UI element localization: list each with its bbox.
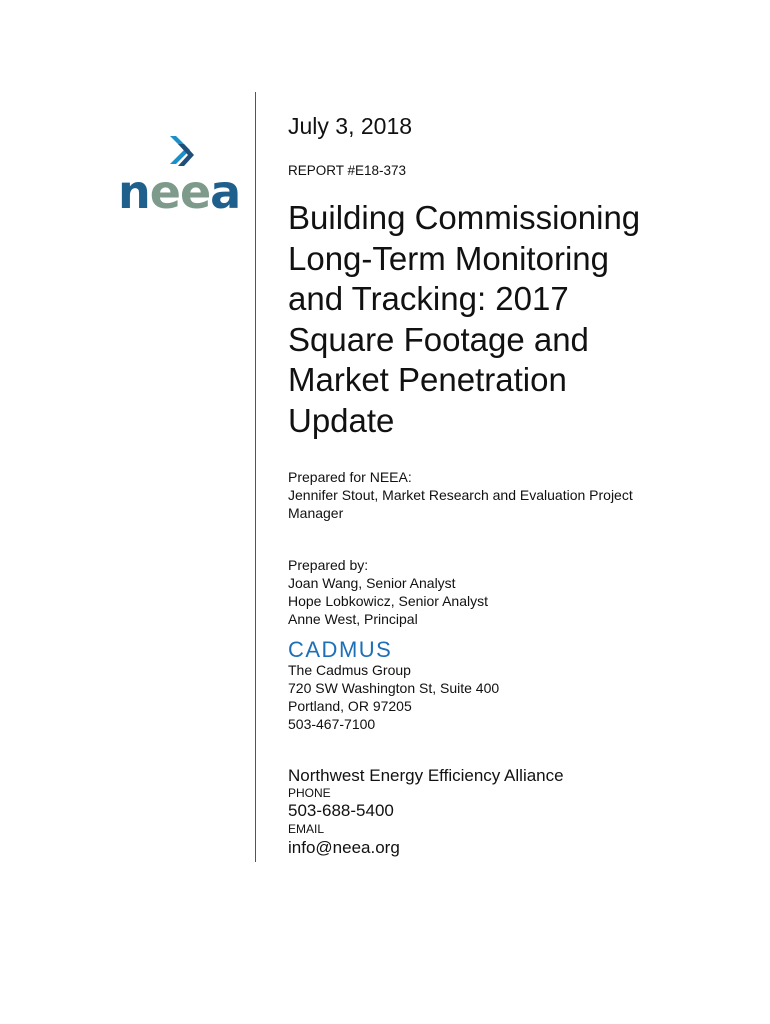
organization-name: Northwest Energy Efficiency Alliance: [288, 766, 564, 785]
email-address: info@neea.org: [288, 838, 400, 857]
address-line: Portland, OR 97205: [288, 698, 412, 714]
vertical-divider: [255, 92, 256, 862]
address-line: The Cadmus Group: [288, 662, 411, 678]
address-line: 720 SW Washington St, Suite 400: [288, 680, 500, 696]
cadmus-logo: CADMUS: [288, 637, 393, 662]
phone-number: 503-688-5400: [288, 801, 394, 820]
svg-text:neea: neea: [118, 165, 241, 219]
title-line: Update: [288, 401, 395, 439]
report-date: July 3, 2018: [288, 113, 413, 139]
prepared-for-heading: Prepared for NEEA:: [288, 469, 412, 485]
prepared-for-line: Manager: [288, 505, 344, 521]
author: Anne West, Principal: [288, 611, 418, 627]
cadmus-address: [288, 661, 499, 733]
neea-logo: [118, 134, 241, 219]
phone-label: PHONE: [288, 786, 331, 800]
title-line: and Tracking: 2017: [288, 280, 569, 317]
prepared-for-section: [288, 468, 633, 522]
email-label: EMAIL: [288, 822, 325, 836]
title-line: Building Commissioning: [288, 199, 641, 236]
report-number: REPORT #E18-373: [288, 163, 407, 178]
title-line: Square Footage and: [288, 320, 589, 358]
chevron-arrows-icon: [118, 134, 241, 219]
address-line: 503-467-7100: [288, 716, 376, 732]
prepared-by-section: [288, 556, 488, 628]
title-line: Market Penetration: [288, 361, 567, 398]
prepared-by-heading: Prepared by:: [288, 557, 369, 573]
author: Joan Wang, Senior Analyst: [288, 575, 456, 591]
prepared-for-line: Jennifer Stout, Market Research and Evaluation Project: [288, 487, 633, 503]
author: Hope Lobkowicz, Senior Analyst: [288, 593, 488, 609]
title-line: Long-Term Monitoring: [288, 239, 609, 277]
report-title: [288, 198, 748, 441]
